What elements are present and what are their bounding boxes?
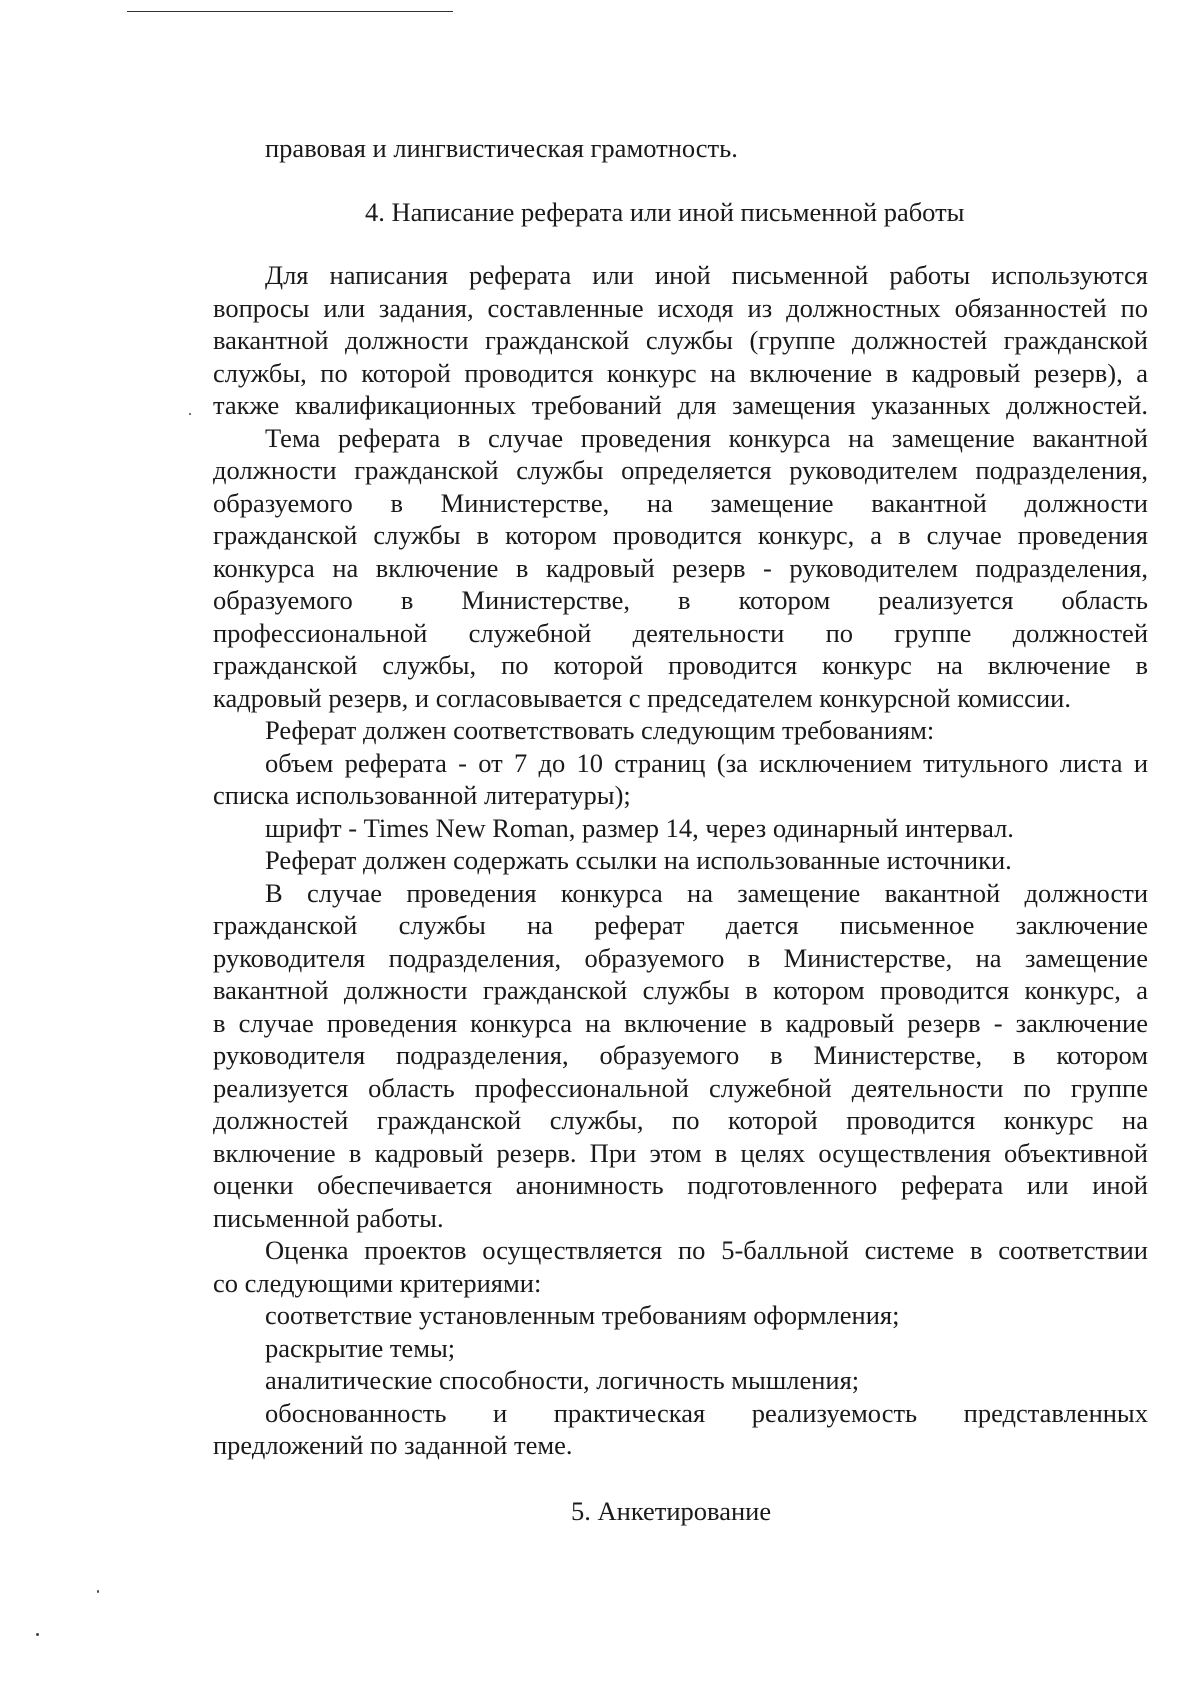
paragraph-line: гражданской службы, по которой проводится конкурс на включение в: [213, 650, 1148, 680]
paragraph-line: образуемого в Министерстве, на замещение вакантной должности: [213, 487, 1148, 518]
paragraph-line: Тема реферата в случае проведения конкурса на замещение вакантной: [265, 422, 1148, 453]
criteria-item: соответствие установленным требованиям оформления;: [265, 1300, 900, 1330]
paragraph-line: реализуется область профессиональной служебной деятельности по группе: [213, 1072, 1148, 1103]
criteria-item: раскрытие темы;: [265, 1332, 456, 1363]
paragraph-line: В случае проведения конкурса на замещение вакантной должности: [265, 877, 1148, 908]
paragraph-line: гражданской службы на реферат дается письменное заключение: [213, 910, 1148, 940]
scan-speck: [189, 413, 191, 415]
criteria-item: аналитические способности, логичность мышления;: [265, 1365, 860, 1395]
paragraph-line: со следующими критериями:: [213, 1267, 542, 1298]
paragraph-line: вопросы или задания, составленные исходя из должностных обязанностей по: [213, 292, 1148, 323]
paragraph-line: руководителя подразделения, образуемого в Министерстве, в котором: [213, 1040, 1148, 1070]
paragraph-line: должности гражданской службы определяется руководителем подразделения,: [213, 455, 1148, 485]
paragraph-line: кадровый резерв, и согласовывается с председателем конкурсной комиссии.: [213, 682, 1071, 713]
paragraph-line: включение в кадровый резерв. При этом в целях осуществления объективной: [213, 1137, 1148, 1168]
paragraph-5: шрифт - Times New Roman, размер 14, через одинарный интервал.: [265, 812, 1014, 843]
section-4-heading: 4. Написание реферата или иной письменной работы: [365, 196, 965, 227]
paragraph-line: письменной работы.: [213, 1202, 444, 1233]
paragraph-line: Оценка проектов осуществляется по 5-балльной системе в соответствии: [265, 1235, 1148, 1265]
paragraph-4: [213, 747, 1148, 812]
paragraph-line: предложений по заданной теме.: [213, 1430, 573, 1460]
continuation-line: правовая и лингвистическая грамотность.: [265, 133, 738, 163]
paragraph-line: объем реферата - от 7 до 10 страниц (за исключением титульного листа и: [265, 747, 1148, 778]
paragraph-line: в случае проведения конкурса на включение в кадровый резерв - заключение: [213, 1007, 1148, 1038]
paragraph-line: руководителя подразделения, образуемого в Министерстве, на замещение: [213, 942, 1148, 973]
top-rule-divider: [127, 11, 453, 12]
paragraph-8: [213, 1234, 1148, 1299]
paragraph-line: обоснованность и практическая реализуемость представленных: [265, 1397, 1148, 1428]
paragraph-line: списка использованной литературы);: [213, 780, 631, 810]
paragraph-line: вакантной должности гражданской службы в котором проводится конкурс, а: [213, 975, 1148, 1005]
paragraph-line: образуемого в Министерстве, в котором реализуется область: [213, 585, 1148, 615]
section-5-heading: 5. Анкетирование: [571, 1495, 772, 1526]
paragraph-line: Для написания реферата или иной письменной работы используются: [265, 260, 1148, 290]
paragraph-line: оценки обеспечивается анонимность подготовленного реферата или иной: [213, 1170, 1148, 1200]
scan-speck: [97, 1590, 99, 1593]
paragraph-2: [213, 422, 1148, 715]
paragraph-line: вакантной должности гражданской службы (группе должностей гражданской: [213, 325, 1148, 355]
paragraph-1: [213, 259, 1148, 422]
paragraph-6: Реферат должен содержать ссылки на использованные источники.: [265, 845, 1012, 875]
paragraph-line: гражданской службы в котором проводится конкурс, а в случае проведения: [213, 520, 1148, 550]
paragraph-9: [213, 1397, 1148, 1462]
paragraph-line: профессиональной служебной деятельности по группе должностей: [213, 617, 1148, 648]
paragraph-line: должностей гражданской службы, по которой проводится конкурс на: [213, 1105, 1148, 1135]
paragraph-line: также квалификационных требований для замещения указанных должностей.: [213, 390, 1148, 420]
paragraph-line: службы, по которой проводится конкурс на включение в кадровый резерв), а: [213, 357, 1148, 388]
document-body: [213, 132, 1148, 1527]
paragraph-7: [213, 877, 1148, 1235]
paragraph-3: Реферат должен соответствовать следующим требованиям:: [265, 715, 935, 745]
criteria-list: [213, 1299, 1148, 1397]
scan-speck: [36, 1633, 39, 1636]
paragraph-line: конкурса на включение в кадровый резерв - руководителем подразделения,: [213, 552, 1148, 583]
